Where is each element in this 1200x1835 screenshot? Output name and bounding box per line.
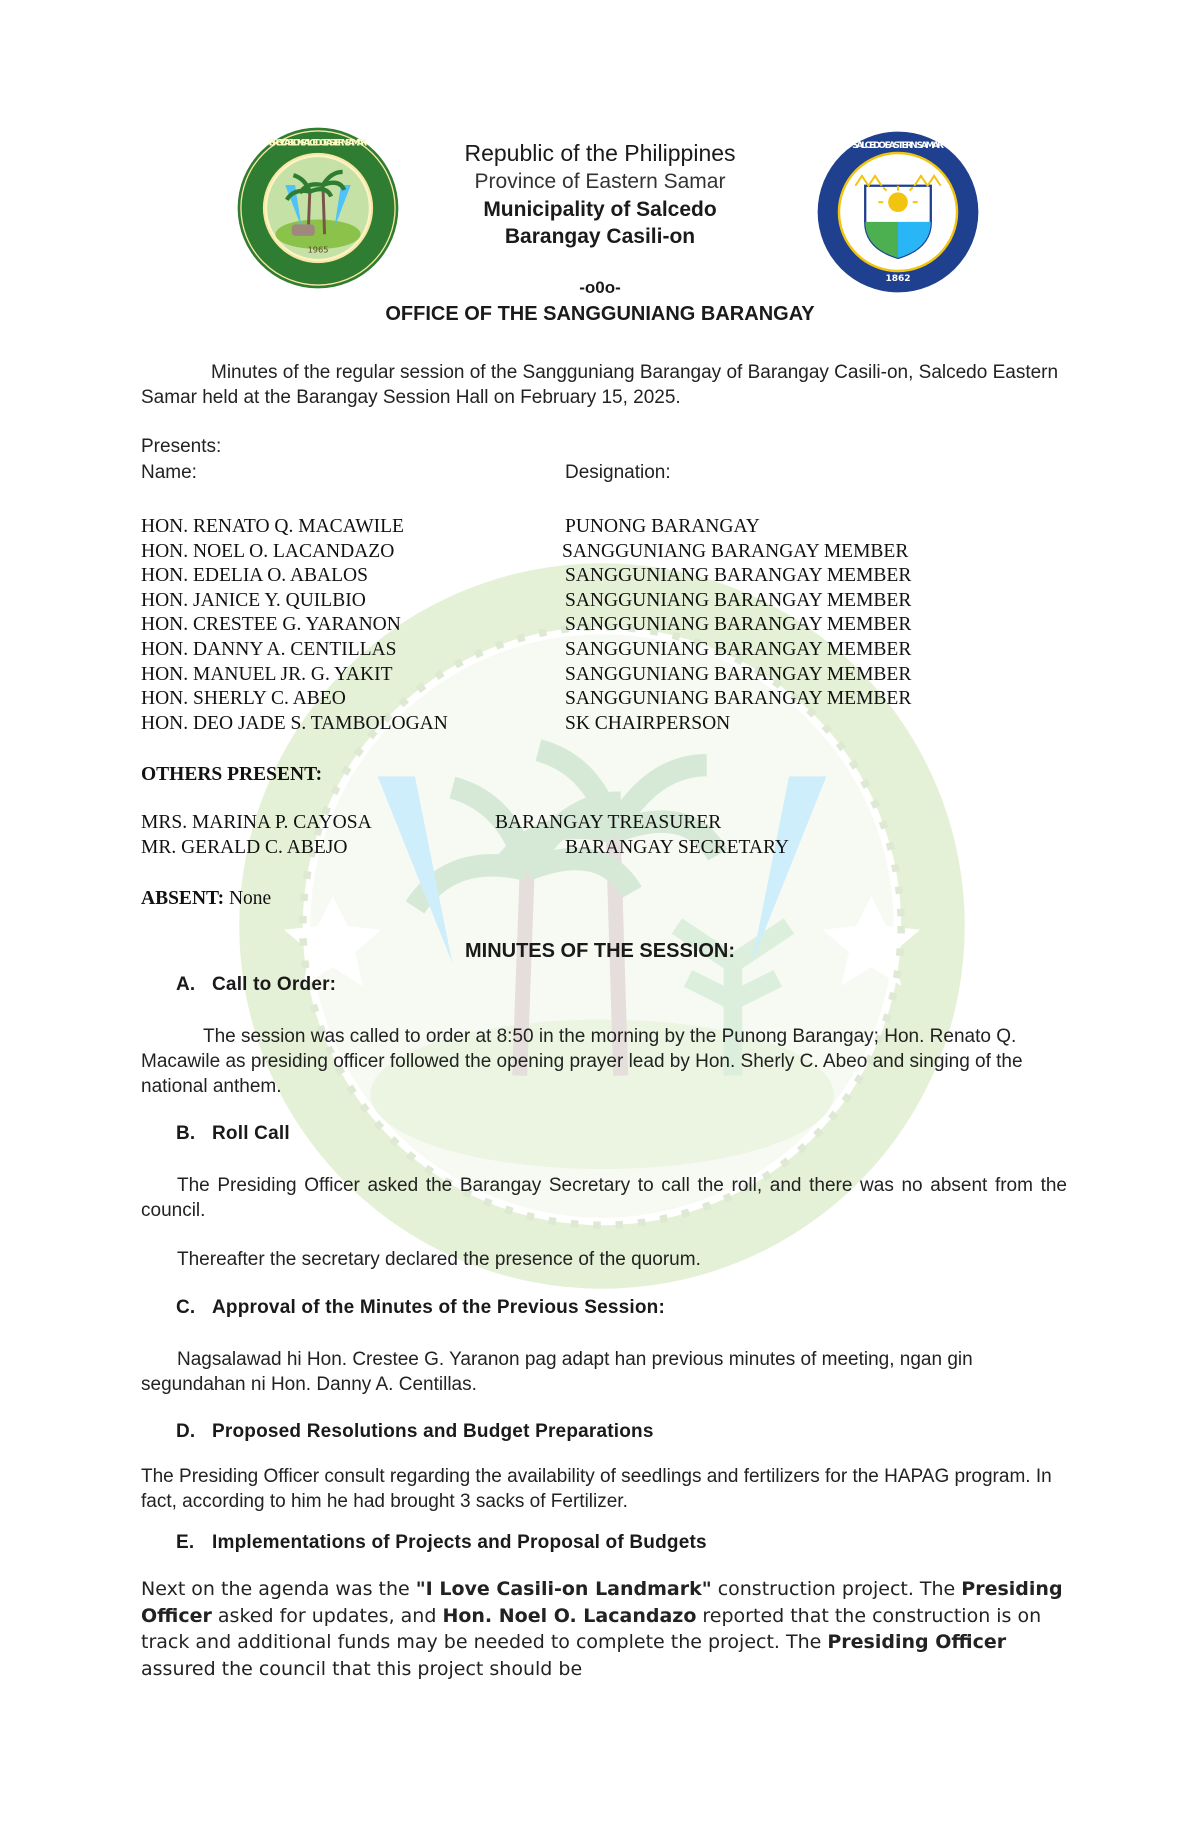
section-b-text-2: Thereafter the secretary declared the presence of the quorum.: [177, 1249, 701, 1270]
section-d-text: The Presiding Officer consult regarding the availability of seedlings and fertilizers for the HAPAG program. In fact, according to him he had brought 3 sacks of Fertilizer.: [141, 1466, 1052, 1512]
member-designation: SANGGUNIANG BARANGAY MEMBER: [565, 638, 912, 660]
member-ref: Hon. Noel O. Lacandazo: [442, 1604, 697, 1627]
member-row: [141, 639, 1041, 664]
section-a-text: The session was called to order at 8:50 in the morning by the Punong Barangay; Hon. Renato Q. Macawile as presiding officer followed the opening prayer lead by Hon. Sherly C. Abeo and singing of the national anthem.: [141, 1026, 1023, 1097]
landmark-project-name: "I Love Casili-on Landmark": [415, 1578, 712, 1600]
right-seal-lettering: SALCEDO EASTERN SAMAR: [852, 141, 944, 152]
member-name: HON. NOEL O. LACANDAZO: [141, 540, 395, 562]
header-barangay: Barangay Casili-on: [504, 225, 696, 248]
member-name: HON. RENATO Q. MACAWILE: [141, 516, 404, 537]
member-name: HON. SHERLY C. ABEO: [141, 688, 346, 710]
member-designation: SANGGUNIANG BARANGAY MEMBER: [565, 663, 912, 685]
section-letter: E.: [176, 1532, 195, 1553]
others-row: [141, 837, 1041, 862]
section-c-heading: [176, 1297, 665, 1319]
presiding-officer-ref: Presiding Officer: [827, 1631, 1007, 1653]
member-name: HON. DANNY A. CENTILLAS: [141, 638, 397, 660]
absent-line: [141, 888, 271, 910]
text-run: Next on the agenda was the: [141, 1578, 416, 1600]
others-name: MRS. MARINA P. CAYOSA: [141, 812, 372, 833]
section-b-heading: [176, 1123, 290, 1145]
member-name: HON. DEO JADE S. TAMBOLOGAN: [141, 712, 448, 734]
absent-value: None: [228, 888, 272, 909]
member-row: [141, 713, 1041, 738]
header-ornament: -o0o-: [579, 278, 621, 297]
others-designation: BARANGAY TREASURER: [495, 812, 722, 833]
member-designation: SANGGUNIANG BARANGAY MEMBER: [565, 589, 912, 611]
member-name: HON. CRESTEE G. YARANON: [141, 614, 401, 636]
text-run: assured the council that this project should be: [141, 1657, 583, 1680]
header-republic: Republic of the Philippines: [464, 140, 736, 166]
member-name: HON. MANUEL JR. G. YAKIT: [141, 663, 393, 685]
member-row: [141, 590, 1041, 615]
member-name: HON. JANICE Y. QUILBIO: [141, 589, 366, 611]
minutes-title: MINUTES OF THE SESSION:: [464, 940, 736, 962]
left-seal-lettering: BRGY. CASILI-ON · SALCEDO EASTERN SAMAR: [268, 138, 368, 149]
section-title: Implementations of Projects and Proposal of Budgets: [212, 1532, 707, 1553]
absent-label: ABSENT:: [141, 888, 225, 909]
section-e-heading: [176, 1532, 707, 1554]
member-designation: PUNONG BARANGAY: [565, 516, 760, 537]
member-row: [141, 541, 1041, 566]
section-d-heading: [176, 1421, 654, 1443]
right-seal-year: 1862: [885, 273, 911, 284]
text-run: reported that the construction is on track and additional funds may be needed to complete the project. The: [141, 1604, 1042, 1653]
text-run: asked for updates, and: [211, 1604, 443, 1627]
member-row: [141, 565, 1041, 590]
office-title: OFFICE OF THE SANGGUNIANG BARANGAY: [385, 303, 815, 325]
text-run: construction project. The: [711, 1578, 962, 1600]
others-present-label: OTHERS PRESENT:: [141, 764, 323, 785]
member-row: [141, 688, 1041, 713]
member-row: [141, 516, 1041, 541]
section-letter: B.: [176, 1123, 196, 1144]
header-municipality: Municipality of Salcedo: [483, 198, 717, 221]
section-a-heading: [176, 974, 336, 996]
member-designation: SANGGUNIANG BARANGAY MEMBER: [565, 565, 912, 587]
section-b-text-1: The Presiding Officer asked the Barangay Secretary to call the roll, and there was no absent from the council.: [141, 1175, 1067, 1221]
member-row: [141, 664, 1041, 689]
designation-column-label: Designation:: [565, 462, 671, 483]
section-title: Call to Order:: [212, 974, 337, 995]
intro-paragraph: Minutes of the regular session of the Sangguniang Barangay of Barangay Casili-on, Salcedo Eastern Samar held at the Barangay Session Hall on February 15, 2025.: [141, 362, 1059, 408]
others-name: MR. GERALD C. ABEJO: [141, 837, 348, 858]
section-title: Approval of the Minutes of the Previous Session:: [212, 1297, 665, 1318]
others-designation: BARANGAY SECRETARY: [565, 837, 789, 858]
member-designation: SANGGUNIANG BARANGAY MEMBER: [565, 688, 912, 710]
members-list: [141, 516, 1041, 737]
section-title: Roll Call: [212, 1123, 290, 1144]
name-column-label: Name:: [141, 462, 197, 483]
others-list: [141, 812, 1041, 862]
section-letter: D.: [176, 1421, 196, 1442]
section-c-text: Nagsalawad hi Hon. Crestee G. Yaranon pag adapt han previous minutes of meeting, ngan gin segundahan ni Hon. Danny A. Centillas.: [141, 1349, 973, 1395]
member-designation: SANGGUNIANG BARANGAY MEMBER: [562, 540, 909, 562]
member-name: HON. EDELIA O. ABALOS: [141, 565, 368, 587]
section-e-text: [141, 1576, 1071, 1682]
presiding-officer-ref: Presiding Officer: [141, 1578, 1063, 1627]
member-designation: SANGGUNIANG BARANGAY MEMBER: [565, 614, 912, 636]
header-province: Province of Eastern Samar: [474, 170, 726, 193]
section-letter: C.: [176, 1297, 196, 1318]
left-seal-year: 1965: [307, 244, 329, 255]
member-designation: SK CHAIRPERSON: [565, 712, 731, 734]
member-row: [141, 614, 1041, 639]
presents-label: Presents:: [141, 436, 222, 457]
section-title: Proposed Resolutions and Budget Preparations: [212, 1421, 654, 1442]
section-letter: A.: [176, 974, 196, 995]
others-row: [141, 812, 1041, 837]
